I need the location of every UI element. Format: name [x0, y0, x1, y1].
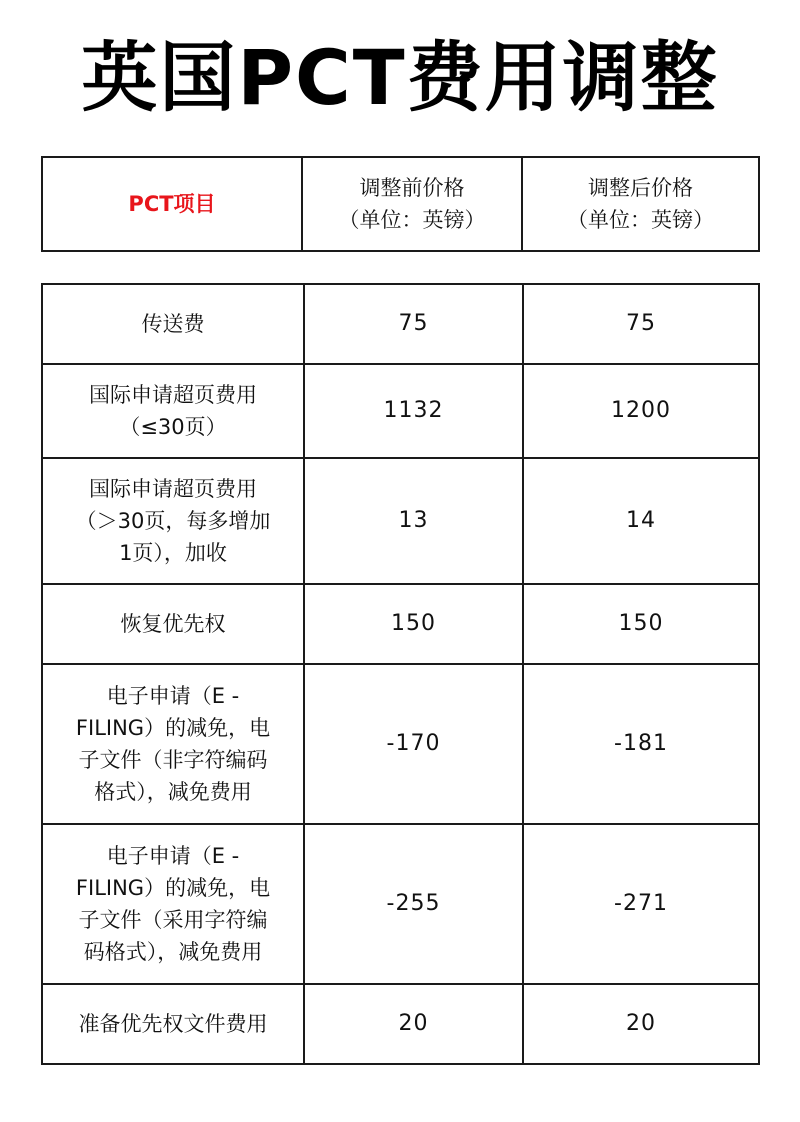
- header-after-label: 调整后价格: [588, 176, 693, 200]
- header-before-cell: [302, 157, 522, 251]
- fee-item-cell: [42, 458, 304, 584]
- fee-item-line: 1页），加收: [119, 541, 227, 565]
- fee-table: [41, 283, 760, 1065]
- fee-before-cell: -255: [304, 824, 523, 984]
- table-row: [42, 584, 759, 664]
- fee-item-cell: [42, 824, 304, 984]
- fee-item-cell: [42, 584, 304, 664]
- table-row: [42, 458, 759, 584]
- fee-item-line: 恢复优先权: [120, 612, 226, 636]
- fee-item-line: 电子申请（E -: [106, 684, 240, 708]
- header-item-cell: PCT项目: [42, 157, 302, 251]
- fee-after-cell: -271: [523, 824, 759, 984]
- fee-item-line: 电子申请（E -: [106, 844, 240, 868]
- header-after-unit: （单位：英镑）: [567, 208, 714, 232]
- fee-before-cell: 20: [304, 984, 523, 1064]
- fee-item-line: 准备优先权文件费用: [78, 1012, 268, 1036]
- fee-before-cell: 150: [304, 584, 523, 664]
- fee-item-line: （＞30页，每多增加: [75, 509, 271, 533]
- table-row: [42, 364, 759, 458]
- fee-before-cell: 1132: [304, 364, 523, 458]
- table-row: [42, 984, 759, 1064]
- fee-after-cell: 150: [523, 584, 759, 664]
- header-row: [42, 157, 759, 251]
- table-row: [42, 664, 759, 824]
- fee-after-cell: 20: [523, 984, 759, 1064]
- fee-item-line: 国际申请超页费用: [89, 383, 257, 407]
- fee-item-line: （≤30页）: [119, 415, 227, 439]
- fee-item-cell: [42, 284, 304, 364]
- fee-after-cell: 14: [523, 458, 759, 584]
- table-row: [42, 284, 759, 364]
- header-table: [41, 156, 760, 252]
- fee-item-line: 子文件（非字符编码: [78, 748, 268, 772]
- fee-item-line: 子文件（采用字符编: [78, 908, 268, 932]
- fee-item-cell: [42, 984, 304, 1064]
- fee-table-body: [42, 284, 759, 1064]
- header-before-label: 调整前价格: [359, 176, 465, 200]
- fee-item-line: 格式），减免费用: [94, 780, 252, 804]
- fee-item-line: 码格式），减免费用: [83, 940, 263, 964]
- fee-item-line: 传送费: [141, 312, 205, 336]
- fee-after-cell: -181: [523, 664, 759, 824]
- header-after-cell: [522, 157, 759, 251]
- fee-after-cell: 1200: [523, 364, 759, 458]
- fee-before-cell: 13: [304, 458, 523, 584]
- header-before-unit: （单位：英镑）: [338, 208, 486, 232]
- table-row: [42, 824, 759, 984]
- fee-item-line: FILING）的减免，电: [75, 716, 271, 740]
- fee-item-cell: [42, 664, 304, 824]
- fee-before-cell: 75: [304, 284, 523, 364]
- fee-item-line: 国际申请超页费用: [89, 477, 257, 501]
- fee-item-line: FILING）的减免，电: [75, 876, 271, 900]
- page-title: 英国PCT费用调整: [81, 33, 719, 122]
- fee-item-cell: [42, 364, 304, 458]
- fee-after-cell: 75: [523, 284, 759, 364]
- fee-before-cell: -170: [304, 664, 523, 824]
